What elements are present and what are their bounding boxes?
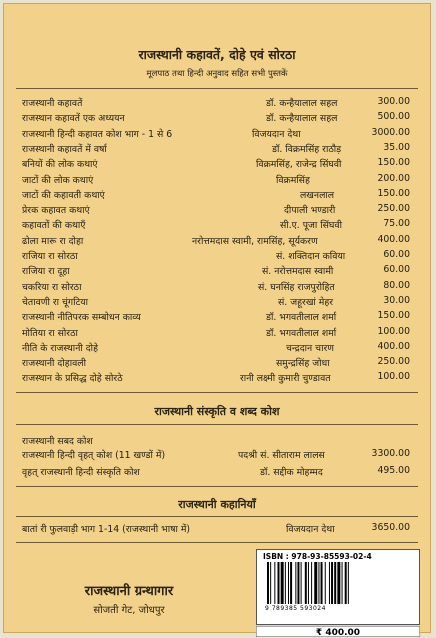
section-title-proverbs: राजस्थानी कहावतें, दोहे एवं सोरठा (138, 47, 296, 62)
book-title: राजिया रा दूहा (22, 266, 70, 278)
book-author: दीपाली भण्डारी (284, 205, 336, 217)
book-title: राजस्थानी नीतिपरक सम्बोधन काव्य (22, 312, 141, 324)
book-title: नीति के राजस्थानी दोहे (22, 342, 99, 354)
book-title: राजस्थानी हिन्दी कहावत कोश भाग - 1 से 6 (22, 128, 173, 140)
book-row (22, 264, 418, 278)
book-author: सं. घनसिंह राजपुरोहित (258, 281, 335, 293)
book-author: विक्रमसिंह, राजेन्द्र सिंघवी (256, 159, 342, 171)
publisher-name: राजस्थानी ग्रन्थागार (84, 584, 174, 599)
book-price: 400.00 (377, 233, 410, 245)
book-title: जाटों की कहावती कथाएं (22, 189, 105, 201)
book-author: सी.ए. पूजा सिंघवी (280, 220, 343, 232)
list-item (22, 465, 418, 479)
book-author: पदश्री सं. सीताराम लालस (238, 450, 325, 461)
divider (16, 88, 418, 89)
book-title: राजस्थानी हिन्दी वृहत् कोश (11 खण्डों में) (22, 450, 166, 461)
book-row (22, 310, 418, 324)
book-row (22, 173, 418, 187)
section-title-stories: राजस्थानी कहानियाँ (178, 498, 256, 511)
book-row (22, 188, 418, 202)
book-title: ढोला मारू रा दोहा (22, 235, 84, 247)
book-author: डॉ. कन्हैयालाल सहल (266, 113, 338, 125)
book-price: 250.00 (377, 203, 410, 215)
section-subtitle: मूलपाठ तथा हिन्दी अनुवाद सहित सभी पुस्तकें (146, 69, 288, 79)
book-row (22, 157, 418, 171)
book-author: सं. जहूरखां मेहर (278, 296, 334, 308)
book-price: 30.00 (383, 294, 410, 306)
list-item (22, 448, 418, 462)
book-title: राजस्थानी कहावतें (22, 98, 83, 109)
book-price: 3300.00 (371, 448, 410, 459)
book-row (22, 280, 418, 294)
book-price: 400.00 (377, 340, 410, 352)
book-title: चेतावणी रा चूंगटिया (22, 296, 89, 308)
book-title: राजस्थानी कहावतें में वर्षा (22, 143, 107, 155)
book-price: 60.00 (383, 264, 410, 276)
book-row (22, 371, 418, 385)
book-row (22, 356, 418, 370)
divider (16, 424, 418, 425)
barcode-graphic (265, 562, 413, 604)
book-author: डॉ. सद्दीक मोहम्मद (260, 467, 323, 478)
book-author: समुन्द्रसिंह जोधा (276, 358, 330, 370)
price-text: ₹ 400.00 (315, 628, 361, 637)
book-row (22, 142, 418, 156)
book-row (22, 234, 418, 248)
book-price: 3650.00 (371, 522, 410, 533)
book-title: चकरिया रा सोरठा (22, 281, 82, 293)
book-author: सं. नरोत्तमदास स्वामी (262, 266, 334, 278)
list-item (22, 522, 418, 536)
book-author: डॉ. कन्हैयालाल सहल (266, 98, 338, 109)
book-author: डॉ. विक्रमसिंह राठौड़ (272, 143, 342, 155)
book-price: 80.00 (383, 279, 410, 291)
book-row (22, 127, 418, 141)
book-author: नरोत्तमदास स्वामी, रामसिंह, सूर्यकरण (192, 235, 318, 247)
book-title: राजस्थान के प्रसिद्ध दोहे सोरठे (22, 373, 123, 385)
book-author: सं. शक्तिदान कविया (276, 251, 346, 262)
book-author: विक्रमसिंह (276, 174, 310, 186)
book-price: 60.00 (383, 249, 410, 260)
book-price: 100.00 (377, 325, 410, 337)
book-title: प्रेरक कहावत कथाएं (22, 205, 90, 217)
book-row (22, 203, 418, 217)
publisher-address: सोजती गेट, जोधपुर (93, 605, 165, 616)
book-price: 100.00 (377, 371, 410, 383)
book-price: 250.00 (377, 356, 410, 368)
book-row (22, 295, 418, 309)
book-title: वृहत् राजस्थानी हिन्दी संस्कृति कोश (22, 467, 140, 478)
book-title: बातां री फुलवाड़ी भाग 1-14 (राजस्थानी भाषा में) (22, 524, 191, 535)
divider (16, 486, 418, 487)
book-price: 150.00 (377, 187, 410, 199)
divider (16, 542, 418, 543)
book-author: चन्द्रदान चारण (286, 342, 335, 354)
section-title-culture: राजस्थानी संस्कृति व शब्द कोश (154, 405, 280, 418)
book-back-cover (3, 3, 431, 637)
book-row (22, 326, 418, 340)
book-price: 150.00 (377, 310, 410, 322)
price-tag (256, 626, 420, 637)
book-title: राजस्थानी दोहावली (22, 358, 86, 370)
book-author: डॉ. भगवतीलाल शर्मा (266, 312, 337, 324)
book-price: 75.00 (383, 218, 410, 230)
group-heading-text: राजस्थानी सबद कोश (22, 436, 93, 447)
book-title: जाटों की लोक कथाएं (22, 174, 94, 186)
book-title: राजिया रा सोरठा (22, 251, 78, 262)
book-price: 200.00 (377, 172, 410, 184)
book-price: 35.00 (383, 141, 410, 153)
book-price: 3000.00 (371, 126, 410, 138)
barcode-box (256, 549, 420, 625)
book-price: 500.00 (377, 111, 410, 123)
book-row (22, 341, 418, 355)
book-row (22, 111, 418, 125)
book-author: रानी लक्ष्मी कुमारी चुण्डावत (240, 373, 331, 385)
book-author: लखनलाल (300, 189, 335, 201)
book-row (22, 96, 418, 110)
book-row (22, 218, 418, 232)
book-author: विजयदान देथा (252, 128, 301, 140)
book-author: विजयदान देथा (286, 524, 335, 535)
group-heading (22, 434, 418, 448)
book-title: कहावतों की कथाएँ (22, 220, 86, 232)
book-price: 150.00 (377, 157, 410, 169)
book-title: बनियों की लोक कथाएं (22, 159, 98, 171)
book-row (22, 249, 418, 263)
book-price: 495.00 (377, 465, 410, 476)
divider (16, 392, 418, 393)
divider (16, 516, 418, 517)
book-title: राजस्थान कहावतें एक अध्ययन (22, 113, 125, 125)
barcode-digits: 9 789385 593024 (265, 605, 326, 612)
book-author: डॉ. भगवतीलाल शर्मा (266, 327, 337, 339)
isbn-label: ISBN : 978-93-85593-02-4 (263, 552, 372, 561)
book-title: मोतिया रा सोरठा (22, 327, 78, 339)
book-price: 300.00 (377, 96, 410, 107)
